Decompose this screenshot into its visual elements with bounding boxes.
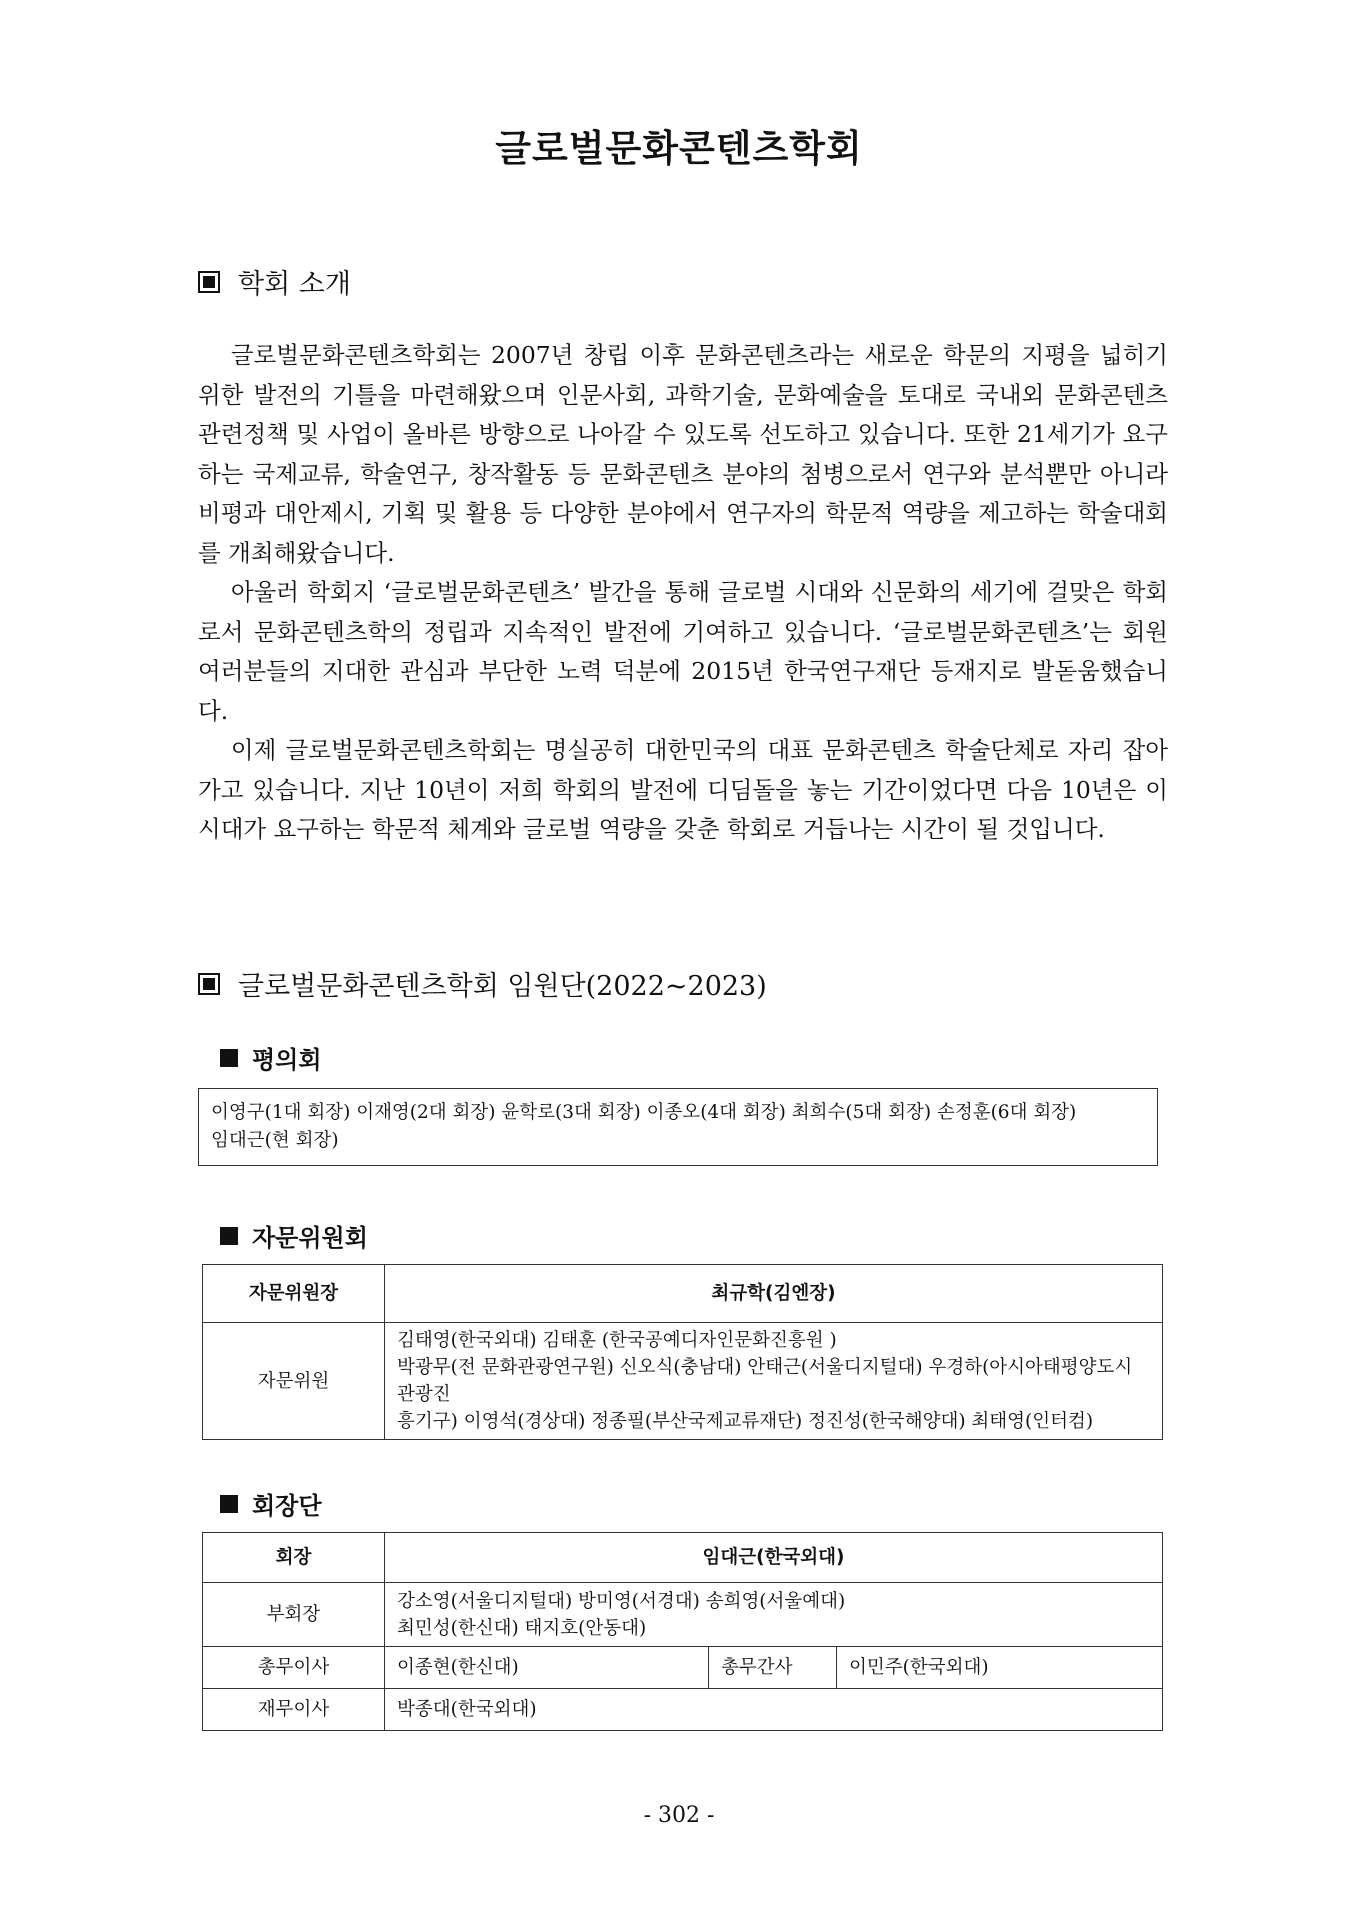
- filled-square-icon: [220, 1049, 238, 1067]
- president-value: 임대근(한국외대): [385, 1533, 1163, 1583]
- vp-cell: [385, 1583, 1163, 1647]
- table-row: [203, 1583, 1163, 1647]
- advisory-members-line: 김태영(한국외대) 김태훈 (한국공예디자인문화진흥원 ): [397, 1330, 837, 1351]
- finance-director-value: 박종대(한국외대): [385, 1689, 1163, 1731]
- square-bullet-icon: [198, 973, 220, 995]
- table-row: [203, 1265, 1163, 1323]
- vp-line: 강소영(서울디지털대) 방미영(서경대) 송희영(서울예대): [397, 1590, 846, 1612]
- council-heading: 평의회: [220, 1040, 322, 1075]
- square-bullet-icon: [198, 271, 220, 293]
- finance-director-label: 재무이사: [203, 1689, 385, 1731]
- page-title: 글로벌문화콘텐츠학회: [495, 126, 863, 170]
- intro-paragraph: 아울러 학회지 ‘글로벌문화콘텐츠’ 발간을 통해 글로벌 시대와 신문화의 세기에 걸맞은 학회로서 문화콘텐츠학의 정립과 지속적인 발전에 기여하고 있습니다. ‘글로벌문화콘텐츠’는 회원 여러분들의 지대한 관심과 부단한 노력 덕분에 2015년 한국연구재단 등재지로 발돋움했습니다.: [198, 578, 1168, 725]
- advisory-members-cell: [385, 1323, 1163, 1440]
- council-line: 임대근(현 회장): [211, 1130, 339, 1151]
- table-row: [203, 1689, 1163, 1731]
- advisory-members-label: 자문위원: [203, 1323, 385, 1440]
- vp-label: 부회장: [203, 1583, 385, 1647]
- advisory-table: [202, 1264, 1163, 1440]
- officers-section-heading: [198, 964, 767, 1003]
- intro-paragraph: 글로벌문화콘텐츠학회는 2007년 창립 이후 문화콘텐츠라는 새로운 학문의 지평을 넓히기 위한 발전의 기틀을 마련해왔으며 인문사회, 과학기술, 문화예술을 토대로 국내외 문화콘텐츠 관련정책 및 사업이 올바른 방향으로 나아갈 수 있도록 선도하고 있습니다. 또한 21세기가 요구하는 국제교류, 학술연구, 창작활동 등 문화콘텐츠 분야의 첨병으로서 연구와 분석뿐만 아니라 비평과 대안제시, 기획 및 활용 등 다양한 분야에서 연구자의 학문적 역량을 제고하는 학술대회를 개최해왔습니다.: [198, 341, 1168, 567]
- officers-heading-text: 글로벌문화콘텐츠학회 임원단(2022~2023): [238, 971, 767, 1002]
- intro-body: [198, 336, 1168, 850]
- intro-heading-text: 학회 소개: [238, 269, 351, 300]
- general-secretary-label: 총무간사: [709, 1647, 837, 1689]
- council-line: 이영구(1대 회장) 이재영(2대 회장) 윤학로(3대 회장) 이종오(4대 회장) 최희수(5대 회장) 손정훈(6대 회장): [211, 1102, 1077, 1123]
- filled-square-icon: [220, 1227, 238, 1245]
- presidency-heading: 회장단: [220, 1486, 322, 1521]
- advisory-members-line: 박광무(전 문화관광연구원) 신오식(충남대) 안태근(서울디지털대) 우경하(아시아태평양도시관광진: [397, 1357, 1133, 1405]
- advisory-heading: 자문위원회: [220, 1218, 368, 1253]
- general-secretary-value: 이민주(한국외대): [837, 1647, 1163, 1689]
- intro-paragraph: 이제 글로벌문화콘텐츠학회는 명실공히 대한민국의 대표 문화콘텐츠 학술단체로 자리 잡아 가고 있습니다. 지난 10년이 저희 학회의 발전에 디딤돌을 놓는 기간이었다면 다음 10년은 이 시대가 요구하는 학문적 체계와 글로벌 역량을 갖춘 학회로 거듭나는 시간이 될 것입니다.: [198, 736, 1168, 843]
- filled-square-icon: [220, 1495, 238, 1513]
- presidency-table: [202, 1532, 1163, 1731]
- council-box: [198, 1088, 1158, 1166]
- page-number: - 302 -: [643, 1803, 715, 1828]
- general-director-label: 총무이사: [203, 1647, 385, 1689]
- intro-section-heading: [198, 262, 351, 301]
- president-label: 회장: [203, 1533, 385, 1583]
- table-row: [203, 1533, 1163, 1583]
- advisory-chair-value: 최규학(김엔장): [385, 1265, 1163, 1323]
- table-row: [203, 1647, 1163, 1689]
- table-row: [203, 1323, 1163, 1440]
- advisory-members-line: 흥기구) 이영석(경상대) 정종필(부산국제교류재단) 정진성(한국해양대) 최태영(인터컴): [397, 1411, 1094, 1432]
- general-director-value: 이종현(한신대): [385, 1647, 709, 1689]
- advisory-chair-label: 자문위원장: [203, 1265, 385, 1323]
- vp-line: 최민성(한신대) 태지호(안동대): [397, 1617, 647, 1639]
